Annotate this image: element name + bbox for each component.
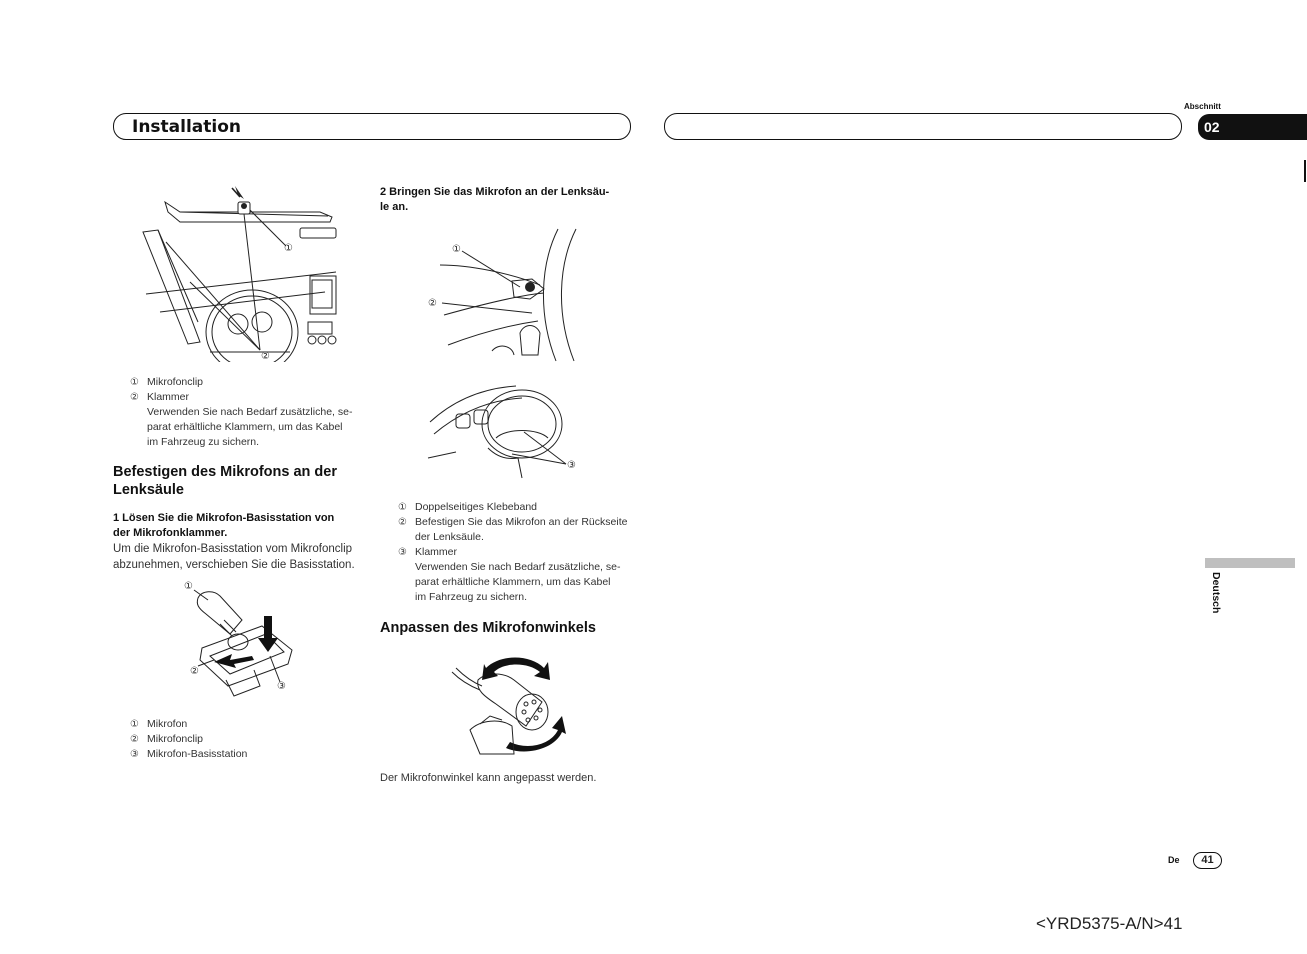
fig2-caption-3: ③ Mikrofon-Basisstation [130,748,248,760]
fig1-caption-2-note-3: im Fahrzeug zu sichern. [147,436,260,448]
step1-title-line-1: 1 Lösen Sie die Mikrofon-Basisstation von [113,512,335,524]
step2-title-line-1: 2 Bringen Sie das Mikrofon an der Lenksäu- [380,186,610,198]
fig2-callout-2: ② [190,666,199,677]
fig3-callout-1: ① [452,244,461,255]
fig4-caption-1: ① Doppelseitiges Klebeband [398,501,538,513]
header-left-pill [113,113,631,140]
fig4-caption-3-note-2: parat erhältliche Klammern, um das Kabel [415,576,611,588]
fig4-caption-2-note-1: der Lenksäule. [415,531,484,543]
step2-title-line-2: le an. [380,201,409,213]
section-angle-body: Der Mikrofonwinkel kann angepasst werden. [380,772,597,784]
fig1-caption-2-note-1: Verwenden Sie nach Bedarf zusätzliche, se- [147,406,353,418]
fig2-caption-1: ① Mikrofon [130,718,188,730]
language-tab-bar [1205,558,1295,568]
page-title: Installation [132,117,242,137]
figure-windshield-clip [140,182,340,362]
fig1-callout-2: ② [261,351,270,362]
language-label: Deutsch [1210,572,1222,614]
figure-microphone-angle [450,650,570,760]
fig1-captions [130,375,370,450]
fig2-callout-1: ① [184,581,193,592]
section-mount-heading-line-2: Lenksäule [113,482,184,498]
fig1-caption-2: ② Klammer [130,391,190,403]
fig4-captions [398,500,648,605]
section-angle-heading: Anpassen des Mikrofonwinkels [380,620,596,636]
fig1-callout-1: ① [284,243,293,254]
fig1-caption-2-note-2: parat erhältliche Klammern, um das Kabel [147,421,343,433]
section-mount [113,463,375,573]
fig4-callout-3: ③ [567,460,576,471]
fig2-callout-3: ③ [277,681,286,692]
step1-title-line-2: der Mikrofonklammer. [113,527,228,539]
page-number: 41 [1193,852,1222,869]
figure-steering-wheel-clamps [426,378,586,488]
section-label: Abschnitt [1184,102,1221,111]
section-mount-heading-line-1: Befestigen des Mikrofons an der [113,464,337,480]
fig4-caption-3-note-3: im Fahrzeug zu sichern. [415,591,528,603]
step1-body-line-2: abzunehmen, verschieben Sie die Basisstation. [113,559,355,571]
fig3-callout-2: ② [428,298,437,309]
fig2-captions [130,717,370,762]
header-right-pill [664,113,1182,140]
fig1-caption-1: ① Mikrofonclip [130,376,204,388]
section-number-tab: 02 [1198,114,1307,140]
fig2-caption-2: ② Mikrofonclip [130,733,204,745]
fig4-caption-3-note-1: Verwenden Sie nach Bedarf zusätzliche, se- [415,561,621,573]
document-id: <YRD5375-A/N>41 [1036,914,1183,933]
fig4-caption-3: ③ Klammer [398,546,458,558]
edge-mark [1304,160,1306,182]
figure-steering-column-mount [420,225,590,365]
step1-body-line-1: Um die Mikrofon-Basisstation vom Mikrofonclip [113,543,353,555]
footer-lang-code: De [1168,855,1180,865]
step2 [380,185,635,215]
figure-microphone-base [180,576,300,701]
fig4-caption-2: ② Befestigen Sie das Mikrofon an der Rückseite [398,516,628,528]
